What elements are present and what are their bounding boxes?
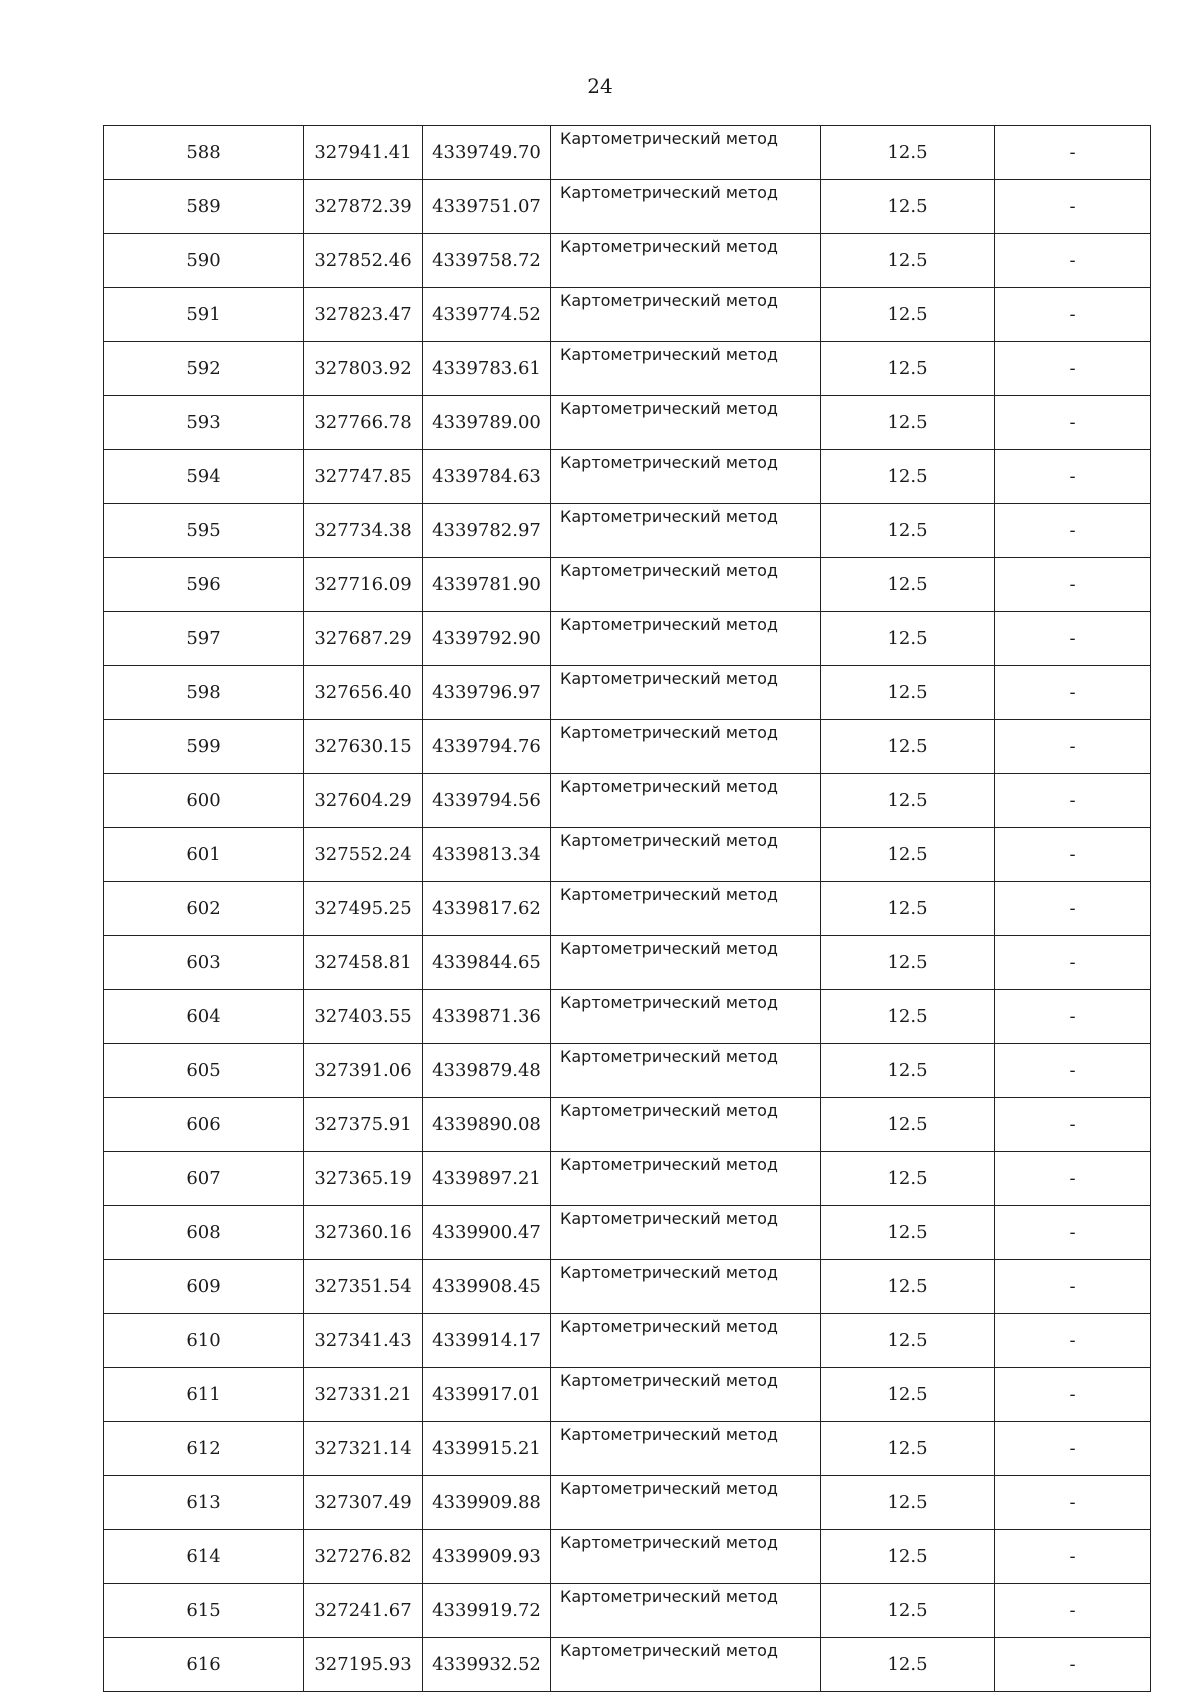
x-coordinate-cell: 327360.16 (304, 1206, 423, 1260)
y-coordinate-cell: 4339749.70 (423, 126, 551, 180)
accuracy-cell: 12.5 (821, 612, 995, 666)
note-cell: - (995, 1260, 1151, 1314)
page-number: 24 (587, 74, 613, 98)
point-number-cell: 597 (104, 612, 304, 666)
point-number-cell: 588 (104, 126, 304, 180)
method-cell: Картометрический метод (551, 1476, 821, 1530)
method-cell: Картометрический метод (551, 1530, 821, 1584)
point-number-cell: 605 (104, 1044, 304, 1098)
accuracy-cell: 12.5 (821, 774, 995, 828)
note-cell: - (995, 342, 1151, 396)
point-number-cell: 589 (104, 180, 304, 234)
accuracy-cell: 12.5 (821, 828, 995, 882)
point-number-cell: 606 (104, 1098, 304, 1152)
table-row (104, 450, 1151, 504)
point-number-cell: 601 (104, 828, 304, 882)
method-cell: Картометрический метод (551, 288, 821, 342)
method-cell: Картометрический метод (551, 720, 821, 774)
y-coordinate-cell: 4339813.34 (423, 828, 551, 882)
table-row (104, 882, 1151, 936)
note-cell: - (995, 720, 1151, 774)
x-coordinate-cell: 327195.93 (304, 1638, 423, 1692)
y-coordinate-cell: 4339782.97 (423, 504, 551, 558)
note-cell: - (995, 882, 1151, 936)
point-number-cell: 608 (104, 1206, 304, 1260)
accuracy-cell: 12.5 (821, 126, 995, 180)
y-coordinate-cell: 4339844.65 (423, 936, 551, 990)
point-number-cell: 607 (104, 1152, 304, 1206)
point-number-cell: 611 (104, 1368, 304, 1422)
method-cell: Картометрический метод (551, 234, 821, 288)
accuracy-cell: 12.5 (821, 234, 995, 288)
accuracy-cell: 12.5 (821, 342, 995, 396)
x-coordinate-cell: 327495.25 (304, 882, 423, 936)
x-coordinate-cell: 327391.06 (304, 1044, 423, 1098)
y-coordinate-cell: 4339915.21 (423, 1422, 551, 1476)
accuracy-cell: 12.5 (821, 450, 995, 504)
note-cell: - (995, 180, 1151, 234)
x-coordinate-cell: 327630.15 (304, 720, 423, 774)
y-coordinate-cell: 4339784.63 (423, 450, 551, 504)
method-cell: Картометрический метод (551, 126, 821, 180)
method-cell: Картометрический метод (551, 1260, 821, 1314)
table-row (104, 936, 1151, 990)
accuracy-cell: 12.5 (821, 1098, 995, 1152)
table-row (104, 1044, 1151, 1098)
accuracy-cell: 12.5 (821, 720, 995, 774)
point-number-cell: 615 (104, 1584, 304, 1638)
x-coordinate-cell: 327823.47 (304, 288, 423, 342)
table-row (104, 180, 1151, 234)
accuracy-cell: 12.5 (821, 1314, 995, 1368)
x-coordinate-cell: 327351.54 (304, 1260, 423, 1314)
table-row (104, 1476, 1151, 1530)
x-coordinate-cell: 327852.46 (304, 234, 423, 288)
point-number-cell: 599 (104, 720, 304, 774)
y-coordinate-cell: 4339897.21 (423, 1152, 551, 1206)
x-coordinate-cell: 327403.55 (304, 990, 423, 1044)
point-number-cell: 616 (104, 1638, 304, 1692)
note-cell: - (995, 1044, 1151, 1098)
table-row (104, 1368, 1151, 1422)
table-row (104, 666, 1151, 720)
table-row (104, 1314, 1151, 1368)
point-number-cell: 603 (104, 936, 304, 990)
y-coordinate-cell: 4339919.72 (423, 1584, 551, 1638)
note-cell: - (995, 666, 1151, 720)
table-row (104, 558, 1151, 612)
accuracy-cell: 12.5 (821, 1530, 995, 1584)
note-cell: - (995, 234, 1151, 288)
table-row (104, 342, 1151, 396)
accuracy-cell: 12.5 (821, 558, 995, 612)
note-cell: - (995, 126, 1151, 180)
accuracy-cell: 12.5 (821, 666, 995, 720)
y-coordinate-cell: 4339789.00 (423, 396, 551, 450)
x-coordinate-cell: 327375.91 (304, 1098, 423, 1152)
point-number-cell: 596 (104, 558, 304, 612)
method-cell: Картометрический метод (551, 1206, 821, 1260)
note-cell: - (995, 450, 1151, 504)
accuracy-cell: 12.5 (821, 288, 995, 342)
table-row (104, 720, 1151, 774)
note-cell: - (995, 396, 1151, 450)
y-coordinate-cell: 4339794.56 (423, 774, 551, 828)
method-cell: Картометрический метод (551, 666, 821, 720)
table-row (104, 1638, 1151, 1692)
x-coordinate-cell: 327458.81 (304, 936, 423, 990)
y-coordinate-cell: 4339900.47 (423, 1206, 551, 1260)
table-row (104, 234, 1151, 288)
y-coordinate-cell: 4339774.52 (423, 288, 551, 342)
table-row (104, 774, 1151, 828)
y-coordinate-cell: 4339817.62 (423, 882, 551, 936)
method-cell: Картометрический метод (551, 1314, 821, 1368)
point-number-cell: 593 (104, 396, 304, 450)
table-row (104, 504, 1151, 558)
x-coordinate-cell: 327241.67 (304, 1584, 423, 1638)
accuracy-cell: 12.5 (821, 1044, 995, 1098)
method-cell: Картометрический метод (551, 1584, 821, 1638)
x-coordinate-cell: 327604.29 (304, 774, 423, 828)
method-cell: Картометрический метод (551, 342, 821, 396)
x-coordinate-cell: 327766.78 (304, 396, 423, 450)
point-number-cell: 613 (104, 1476, 304, 1530)
y-coordinate-cell: 4339879.48 (423, 1044, 551, 1098)
accuracy-cell: 12.5 (821, 1152, 995, 1206)
point-number-cell: 600 (104, 774, 304, 828)
table-row (104, 1098, 1151, 1152)
note-cell: - (995, 1314, 1151, 1368)
accuracy-cell: 12.5 (821, 990, 995, 1044)
note-cell: - (995, 612, 1151, 666)
y-coordinate-cell: 4339796.97 (423, 666, 551, 720)
table-row (104, 828, 1151, 882)
y-coordinate-cell: 4339781.90 (423, 558, 551, 612)
note-cell: - (995, 558, 1151, 612)
y-coordinate-cell: 4339917.01 (423, 1368, 551, 1422)
method-cell: Картометрический метод (551, 1098, 821, 1152)
method-cell: Картометрический метод (551, 180, 821, 234)
method-cell: Картометрический метод (551, 612, 821, 666)
method-cell: Картометрический метод (551, 990, 821, 1044)
x-coordinate-cell: 327747.85 (304, 450, 423, 504)
y-coordinate-cell: 4339794.76 (423, 720, 551, 774)
note-cell: - (995, 1638, 1151, 1692)
point-number-cell: 598 (104, 666, 304, 720)
table-row (104, 1422, 1151, 1476)
accuracy-cell: 12.5 (821, 180, 995, 234)
x-coordinate-cell: 327656.40 (304, 666, 423, 720)
note-cell: - (995, 1422, 1151, 1476)
point-number-cell: 612 (104, 1422, 304, 1476)
table-row (104, 612, 1151, 666)
table-row (104, 288, 1151, 342)
accuracy-cell: 12.5 (821, 1584, 995, 1638)
method-cell: Картометрический метод (551, 774, 821, 828)
x-coordinate-cell: 327331.21 (304, 1368, 423, 1422)
method-cell: Картометрический метод (551, 396, 821, 450)
x-coordinate-cell: 327307.49 (304, 1476, 423, 1530)
x-coordinate-cell: 327552.24 (304, 828, 423, 882)
accuracy-cell: 12.5 (821, 396, 995, 450)
note-cell: - (995, 1206, 1151, 1260)
accuracy-cell: 12.5 (821, 1260, 995, 1314)
y-coordinate-cell: 4339914.17 (423, 1314, 551, 1368)
y-coordinate-cell: 4339871.36 (423, 990, 551, 1044)
point-number-cell: 590 (104, 234, 304, 288)
note-cell: - (995, 1098, 1151, 1152)
x-coordinate-cell: 327341.43 (304, 1314, 423, 1368)
note-cell: - (995, 504, 1151, 558)
x-coordinate-cell: 327803.92 (304, 342, 423, 396)
y-coordinate-cell: 4339751.07 (423, 180, 551, 234)
method-cell: Картометрический метод (551, 558, 821, 612)
table-row (104, 1530, 1151, 1584)
table-row (104, 126, 1151, 180)
accuracy-cell: 12.5 (821, 1368, 995, 1422)
coordinates-table (103, 125, 1151, 1692)
note-cell: - (995, 288, 1151, 342)
x-coordinate-cell: 327941.41 (304, 126, 423, 180)
y-coordinate-cell: 4339783.61 (423, 342, 551, 396)
accuracy-cell: 12.5 (821, 1638, 995, 1692)
y-coordinate-cell: 4339909.93 (423, 1530, 551, 1584)
method-cell: Картометрический метод (551, 1152, 821, 1206)
note-cell: - (995, 828, 1151, 882)
y-coordinate-cell: 4339908.45 (423, 1260, 551, 1314)
x-coordinate-cell: 327734.38 (304, 504, 423, 558)
note-cell: - (995, 1584, 1151, 1638)
y-coordinate-cell: 4339909.88 (423, 1476, 551, 1530)
method-cell: Картометрический метод (551, 1638, 821, 1692)
point-number-cell: 594 (104, 450, 304, 504)
table-row (104, 1584, 1151, 1638)
x-coordinate-cell: 327276.82 (304, 1530, 423, 1584)
accuracy-cell: 12.5 (821, 1476, 995, 1530)
accuracy-cell: 12.5 (821, 1422, 995, 1476)
method-cell: Картометрический метод (551, 1422, 821, 1476)
table-row (104, 1152, 1151, 1206)
x-coordinate-cell: 327716.09 (304, 558, 423, 612)
note-cell: - (995, 1152, 1151, 1206)
method-cell: Картометрический метод (551, 882, 821, 936)
table-row (104, 396, 1151, 450)
x-coordinate-cell: 327687.29 (304, 612, 423, 666)
point-number-cell: 610 (104, 1314, 304, 1368)
y-coordinate-cell: 4339758.72 (423, 234, 551, 288)
note-cell: - (995, 1368, 1151, 1422)
coordinates-table-body (104, 126, 1151, 1692)
point-number-cell: 602 (104, 882, 304, 936)
point-number-cell: 609 (104, 1260, 304, 1314)
table-row (104, 1206, 1151, 1260)
accuracy-cell: 12.5 (821, 936, 995, 990)
point-number-cell: 595 (104, 504, 304, 558)
point-number-cell: 592 (104, 342, 304, 396)
y-coordinate-cell: 4339932.52 (423, 1638, 551, 1692)
accuracy-cell: 12.5 (821, 504, 995, 558)
x-coordinate-cell: 327365.19 (304, 1152, 423, 1206)
note-cell: - (995, 774, 1151, 828)
note-cell: - (995, 990, 1151, 1044)
method-cell: Картометрический метод (551, 828, 821, 882)
y-coordinate-cell: 4339792.90 (423, 612, 551, 666)
table-row (104, 990, 1151, 1044)
table-row (104, 1260, 1151, 1314)
point-number-cell: 604 (104, 990, 304, 1044)
method-cell: Картометрический метод (551, 936, 821, 990)
accuracy-cell: 12.5 (821, 1206, 995, 1260)
method-cell: Картометрический метод (551, 450, 821, 504)
note-cell: - (995, 1530, 1151, 1584)
point-number-cell: 591 (104, 288, 304, 342)
x-coordinate-cell: 327321.14 (304, 1422, 423, 1476)
point-number-cell: 614 (104, 1530, 304, 1584)
note-cell: - (995, 936, 1151, 990)
method-cell: Картометрический метод (551, 1044, 821, 1098)
note-cell: - (995, 1476, 1151, 1530)
method-cell: Картометрический метод (551, 1368, 821, 1422)
y-coordinate-cell: 4339890.08 (423, 1098, 551, 1152)
method-cell: Картометрический метод (551, 504, 821, 558)
accuracy-cell: 12.5 (821, 882, 995, 936)
x-coordinate-cell: 327872.39 (304, 180, 423, 234)
